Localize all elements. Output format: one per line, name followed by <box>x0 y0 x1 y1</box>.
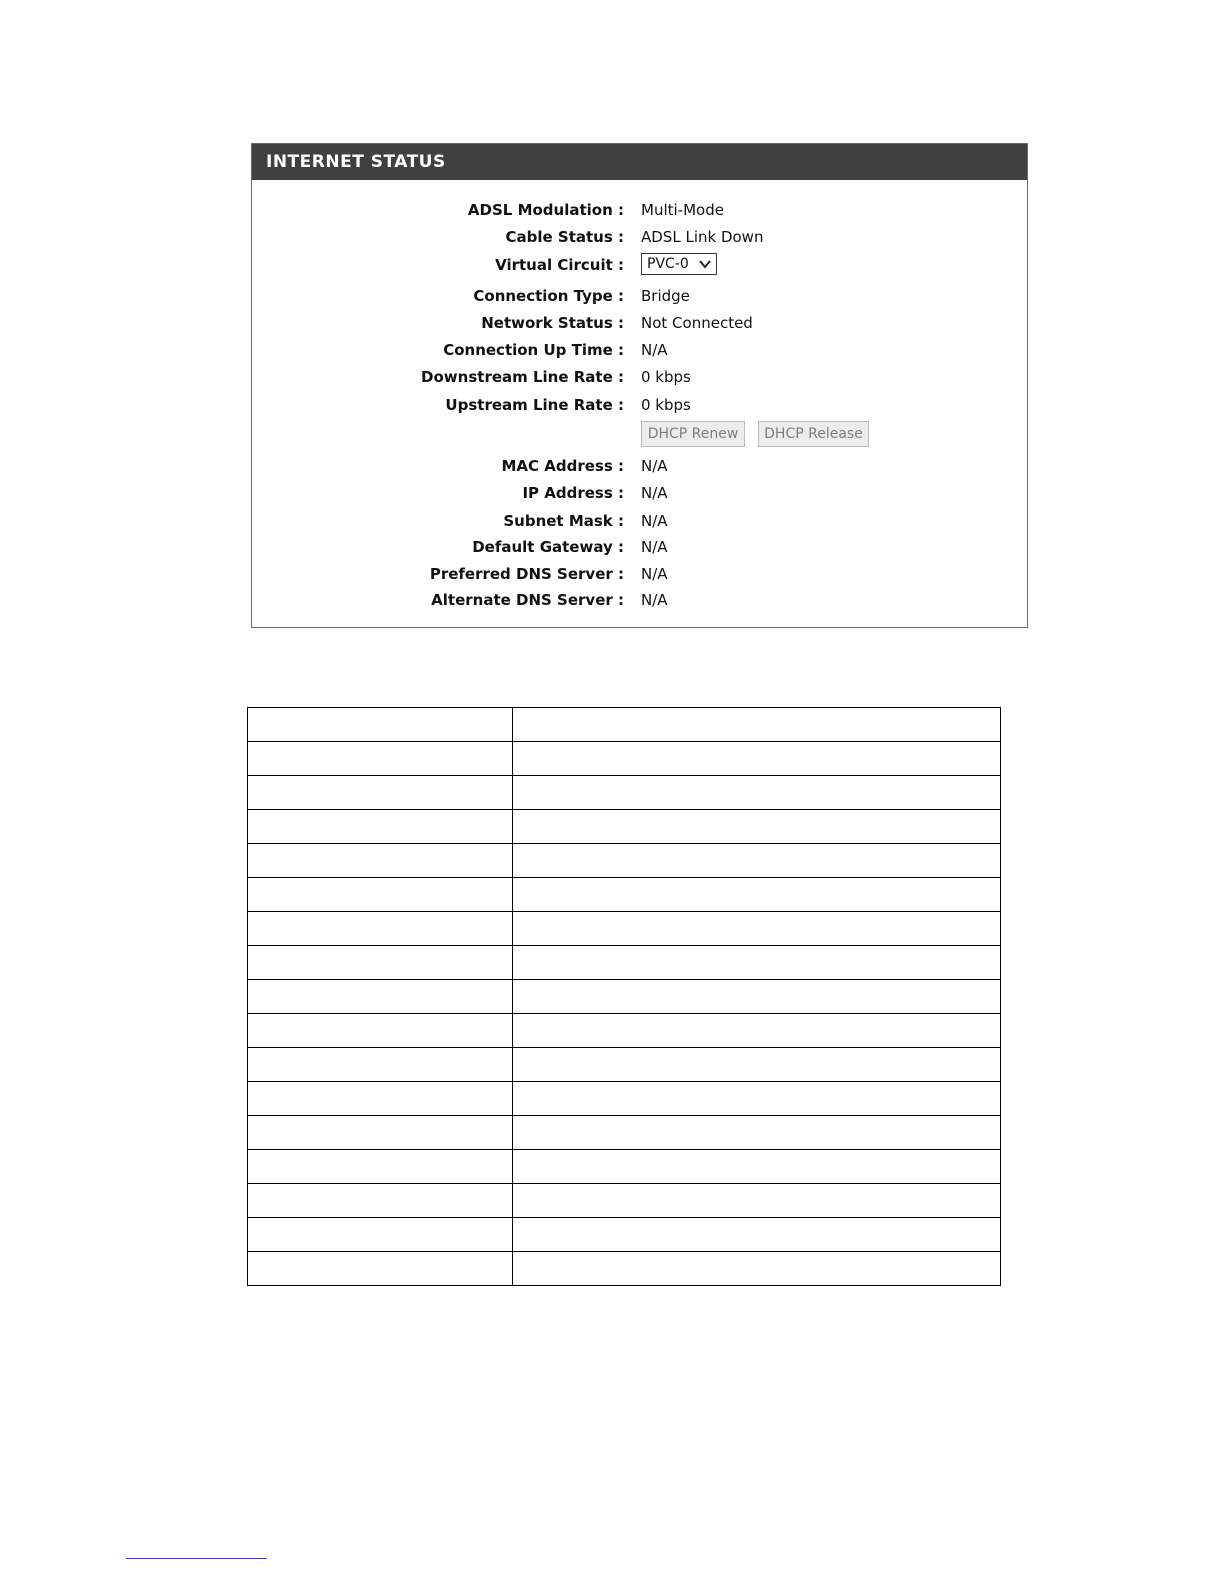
table-cell <box>513 878 1001 912</box>
internet-status-panel <box>251 143 1028 628</box>
network-status-label: Network Status : <box>481 314 624 332</box>
table-cell <box>513 1048 1001 1082</box>
table-row <box>248 1218 1001 1252</box>
subnet-mask-value: N/A <box>641 512 668 530</box>
row-preferred-dns <box>252 562 1027 586</box>
table-cell <box>513 1184 1001 1218</box>
ip-address-value: N/A <box>641 484 668 502</box>
preferred-dns-label: Preferred DNS Server : <box>429 565 624 583</box>
table-row <box>248 1082 1001 1116</box>
table-cell <box>513 1116 1001 1150</box>
adsl-modulation-label: ADSL Modulation : <box>467 201 624 219</box>
downstream-line-rate-value: 0 kbps <box>641 368 691 386</box>
table-cell <box>513 912 1001 946</box>
default-gateway-label: Default Gateway : <box>472 538 624 556</box>
table-cell <box>248 776 513 810</box>
connection-type-label: Connection Type : <box>473 287 624 305</box>
virtual-circuit-select[interactable] <box>641 253 717 275</box>
upstream-line-rate-label: Upstream Line Rate : <box>445 396 624 414</box>
table-cell <box>248 810 513 844</box>
table-row <box>248 810 1001 844</box>
table-row <box>248 1048 1001 1082</box>
table-cell <box>248 1218 513 1252</box>
connection-up-time-value: N/A <box>641 341 668 359</box>
table-cell <box>248 1048 513 1082</box>
row-downstream-line-rate <box>252 365 1027 389</box>
row-cable-status <box>252 225 1027 249</box>
table-cell <box>513 810 1001 844</box>
alternate-dns-label: Alternate DNS Server : <box>431 591 624 609</box>
subnet-mask-label: Subnet Mask : <box>503 512 624 530</box>
blank-table <box>247 707 1001 1286</box>
row-alternate-dns <box>252 588 1027 612</box>
dhcp-release-button[interactable]: DHCP Release <box>758 421 869 447</box>
row-network-status <box>252 311 1027 335</box>
mac-address-label: MAC Address : <box>501 457 624 475</box>
table-cell <box>248 912 513 946</box>
table-cell <box>248 1082 513 1116</box>
row-ip-address <box>252 481 1027 505</box>
row-upstream-line-rate <box>252 393 1027 417</box>
table-cell <box>513 1150 1001 1184</box>
ip-address-label: IP Address : <box>522 484 624 502</box>
row-dhcp-buttons <box>252 421 1027 447</box>
table-cell <box>513 844 1001 878</box>
row-mac-address <box>252 454 1027 478</box>
table-row <box>248 844 1001 878</box>
table-row <box>248 742 1001 776</box>
cable-status-value: ADSL Link Down <box>641 228 764 246</box>
table-cell <box>248 1150 513 1184</box>
network-status-value: Not Connected <box>641 314 753 332</box>
table-row <box>248 1252 1001 1286</box>
table-cell <box>248 878 513 912</box>
table-cell <box>513 708 1001 742</box>
row-default-gateway <box>252 535 1027 559</box>
table-row <box>248 1116 1001 1150</box>
status-list <box>252 180 1027 627</box>
table-row <box>248 708 1001 742</box>
default-gateway-value: N/A <box>641 538 668 556</box>
upstream-line-rate-value: 0 kbps <box>641 396 691 414</box>
footnote-separator <box>126 1558 267 1559</box>
adsl-modulation-value: Multi-Mode <box>641 201 724 219</box>
table-cell <box>248 1184 513 1218</box>
table-cell <box>248 708 513 742</box>
downstream-line-rate-label: Downstream Line Rate : <box>421 368 624 386</box>
table-row <box>248 1184 1001 1218</box>
table-row <box>248 946 1001 980</box>
table-cell <box>513 776 1001 810</box>
table-cell <box>248 844 513 878</box>
table-cell <box>248 1116 513 1150</box>
row-virtual-circuit <box>252 253 1027 277</box>
mac-address-value: N/A <box>641 457 668 475</box>
table-cell <box>513 1082 1001 1116</box>
table-cell <box>513 1218 1001 1252</box>
chevron-down-icon <box>698 257 712 271</box>
table-cell <box>248 980 513 1014</box>
table-cell <box>513 980 1001 1014</box>
row-connection-type <box>252 284 1027 308</box>
table-row <box>248 878 1001 912</box>
table-cell <box>248 1014 513 1048</box>
table-row <box>248 1150 1001 1184</box>
table-row <box>248 912 1001 946</box>
row-adsl-modulation <box>252 198 1027 222</box>
preferred-dns-value: N/A <box>641 565 668 583</box>
table-row <box>248 776 1001 810</box>
panel-title: INTERNET STATUS <box>252 144 1027 180</box>
table-row <box>248 1014 1001 1048</box>
alternate-dns-value: N/A <box>641 591 668 609</box>
cable-status-label: Cable Status : <box>505 228 624 246</box>
table-cell <box>513 1252 1001 1286</box>
connection-type-value: Bridge <box>641 287 690 305</box>
table-row <box>248 980 1001 1014</box>
virtual-circuit-label: Virtual Circuit : <box>495 256 624 274</box>
row-subnet-mask <box>252 509 1027 533</box>
table-cell <box>513 946 1001 980</box>
table-cell <box>248 742 513 776</box>
table-cell <box>513 1014 1001 1048</box>
table-cell <box>248 946 513 980</box>
row-connection-up-time <box>252 338 1027 362</box>
table-cell <box>513 742 1001 776</box>
table-cell <box>248 1252 513 1286</box>
connection-up-time-label: Connection Up Time : <box>443 341 624 359</box>
dhcp-renew-button[interactable]: DHCP Renew <box>641 421 745 447</box>
virtual-circuit-selected: PVC-0 <box>647 256 689 272</box>
